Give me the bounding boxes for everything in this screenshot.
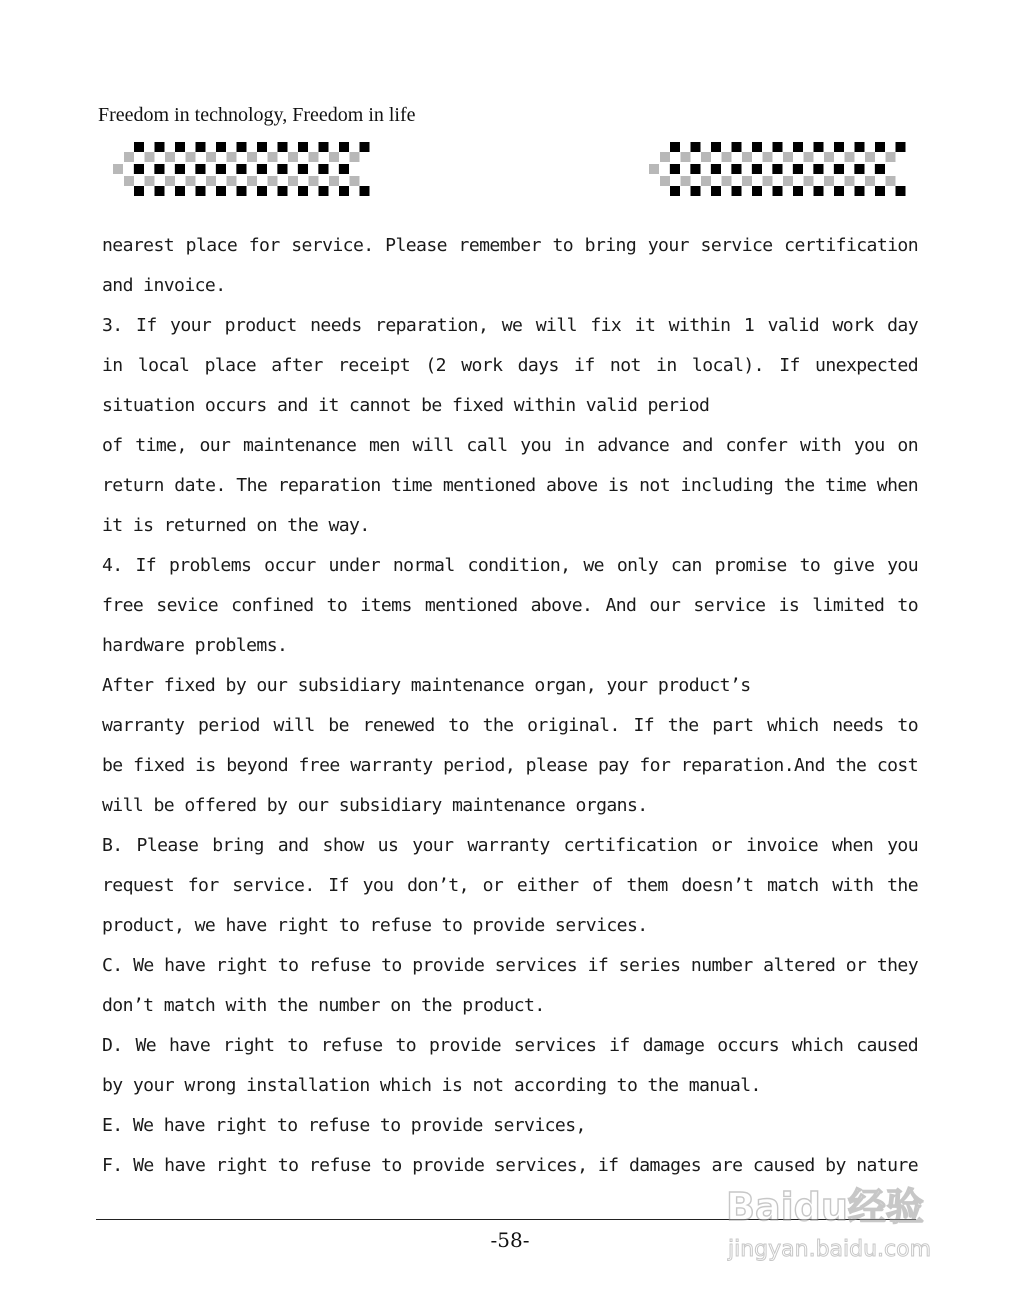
text-line: situation occurs and it cannot be fixed within valid period	[102, 395, 710, 416]
header-tagline: Freedom in technology, Freedom in life	[98, 104, 416, 126]
text-line: E. We have right to refuse to provide services,	[102, 1115, 586, 1136]
text-line: don’t match with the number on the product.	[102, 995, 545, 1016]
text-line: B. Please bring and show us your warranty certification or invoice when you	[102, 835, 918, 856]
checker-ornament-left	[110, 140, 380, 200]
text-line: by your wrong installation which is not according to the manual.	[102, 1075, 761, 1096]
text-line: of time, our maintenance men will call you in advance and confer with you on	[102, 435, 918, 456]
text-line: 3. If your product needs reparation, we will fix it within 1 valid work day	[102, 315, 918, 336]
watermark-brand: Baidu经验	[726, 1185, 924, 1229]
checker-ornament-right	[646, 140, 916, 200]
text-line: and invoice.	[102, 275, 226, 296]
text-line: 4. If problems occur under normal condition, we only can promise to give you	[102, 555, 918, 576]
text-line: free sevice confined to items mentioned above. And our service is limited to	[102, 595, 918, 616]
baidu-jingyan-watermark	[722, 1176, 972, 1266]
watermark-url: jingyan.baidu.com	[728, 1237, 932, 1262]
text-line: C. We have right to refuse to provide services if series number altered or they	[102, 955, 918, 976]
text-line: warranty period will be renewed to the original. If the part which needs to	[102, 715, 918, 736]
text-line: nearest place for service. Please remember to bring your service certification	[102, 235, 918, 256]
text-line: it is returned on the way.	[102, 515, 370, 536]
text-line: return date. The reparation time mentioned above is not including the time when	[102, 475, 918, 496]
text-line: in local place after receipt (2 work days if not in local). If unexpected	[102, 355, 918, 376]
page-number: -58-	[490, 1228, 530, 1252]
text-line: will be offered by our subsidiary maintenance organs.	[102, 795, 648, 816]
text-line: hardware problems.	[102, 635, 288, 656]
text-line: be fixed is beyond free warranty period, please pay for reparation.And the cost	[102, 755, 918, 776]
text-line: After fixed by our subsidiary maintenance organ, your product’s	[102, 675, 751, 696]
warranty-text-block	[102, 226, 918, 1186]
text-line: D. We have right to refuse to provide services if damage occurs which caused	[102, 1035, 918, 1056]
text-line: F. We have right to refuse to provide services, if damages are caused by nature	[102, 1155, 918, 1176]
text-line: request for service. If you don’t, or either of them doesn’t match with the	[102, 875, 918, 896]
text-line: product, we have right to refuse to provide services.	[102, 915, 648, 936]
